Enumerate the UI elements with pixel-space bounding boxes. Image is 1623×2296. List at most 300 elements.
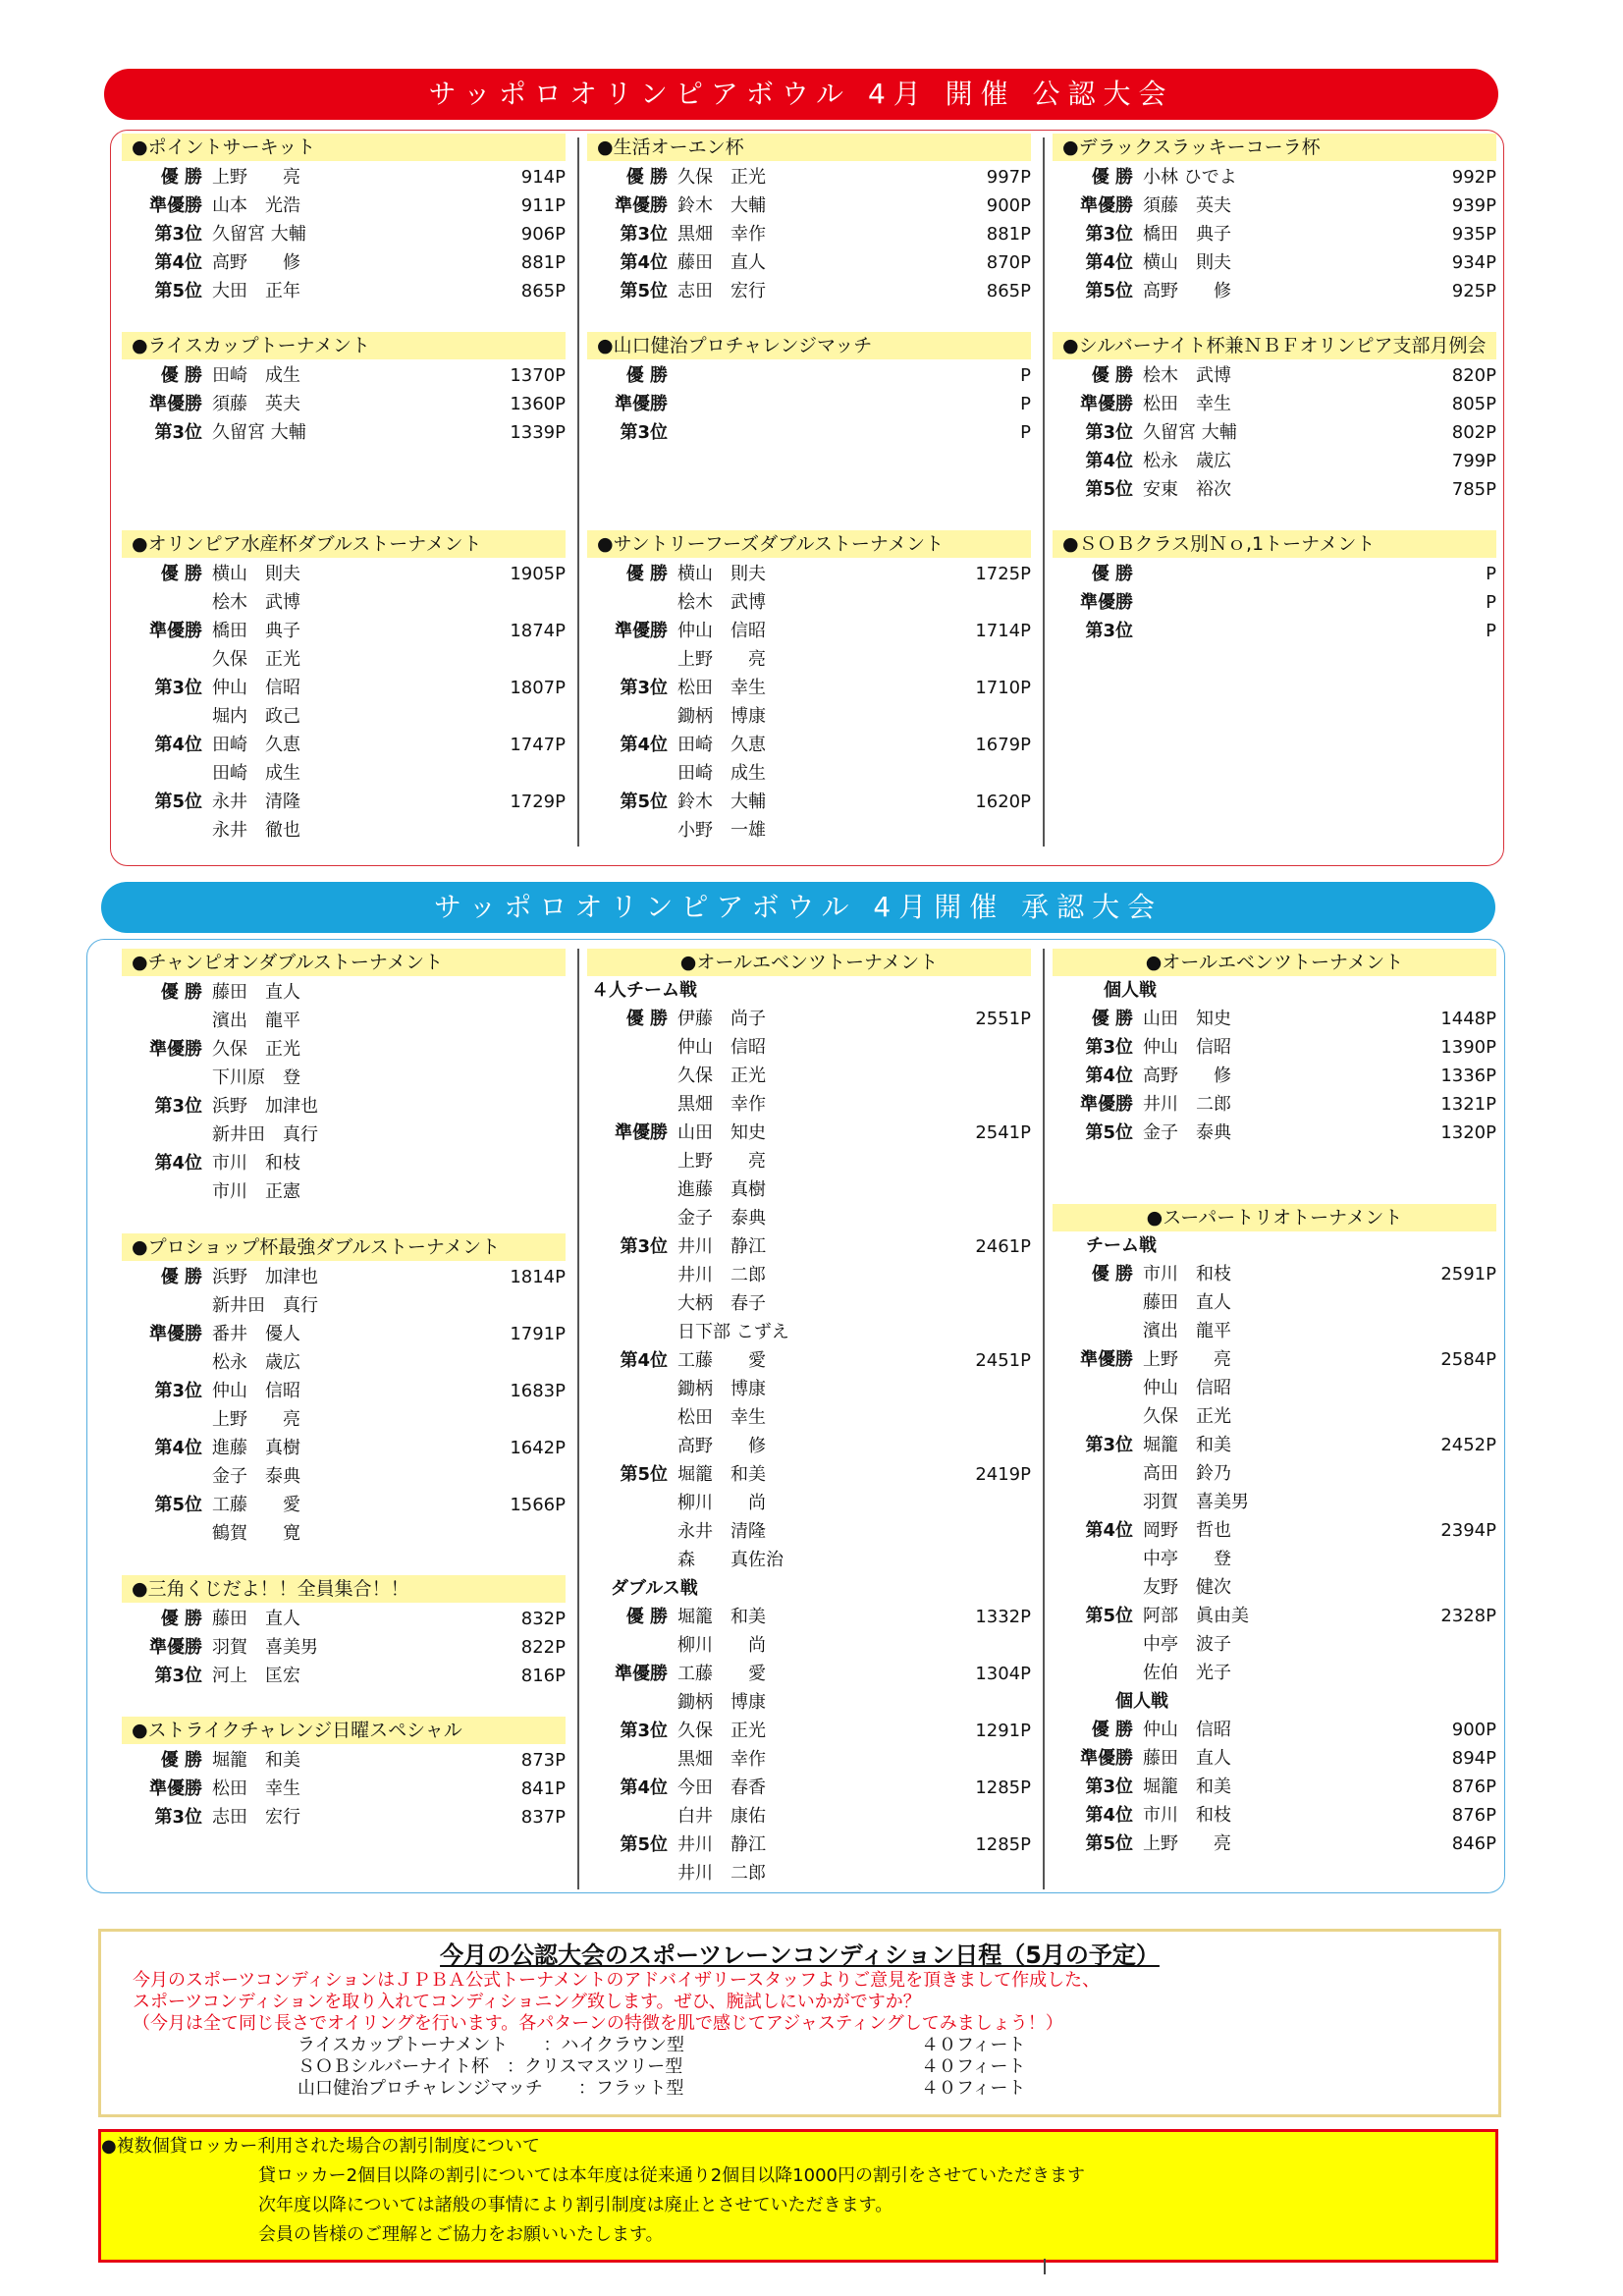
result-name: 上野 亮 — [1143, 1833, 1231, 1854]
result-rank: 第3位 — [154, 224, 202, 245]
section-title: ●サントリーフーズダブルストーナメント — [587, 530, 1031, 558]
tournament-section — [1053, 134, 1496, 305]
result-row — [587, 1489, 1031, 1517]
result-row — [1053, 447, 1496, 475]
result-rank: 優 勝 — [1091, 1720, 1133, 1740]
result-rank: 優 勝 — [1091, 365, 1133, 386]
result-name: 工藤 愛 — [677, 1350, 766, 1371]
result-name: 久保 正光 — [677, 167, 766, 188]
result-name: 新井田 真行 — [212, 1124, 318, 1145]
result-row — [587, 1688, 1031, 1717]
result-rank: 第4位 — [620, 1350, 668, 1371]
result-score: 837P — [520, 1807, 566, 1828]
result-rank: 準優勝 — [149, 1778, 202, 1799]
result-row — [122, 361, 566, 390]
result-row — [122, 1605, 566, 1633]
result-name: 仲山 信昭 — [212, 678, 300, 698]
result-rank: 準優勝 — [149, 394, 202, 414]
result-rank: 第3位 — [154, 1096, 202, 1117]
tournament-section — [122, 134, 566, 305]
result-row — [122, 1348, 566, 1377]
result-name: 田崎 成生 — [212, 365, 300, 386]
result-score: 1905P — [510, 564, 566, 584]
result-row — [587, 788, 1031, 816]
result-name: 市川 和枝 — [1143, 1264, 1231, 1285]
result-score: 1620P — [975, 792, 1031, 812]
section-title: ●シルバーナイト杯兼ＮＢＦオリンピア支部月例会 — [1053, 332, 1496, 359]
result-rank: 準優勝 — [1080, 592, 1133, 613]
tournament-section — [587, 530, 1031, 845]
result-score: 832P — [520, 1609, 566, 1629]
result-row — [1053, 1801, 1496, 1830]
result-row — [587, 1517, 1031, 1546]
result-row — [1053, 1773, 1496, 1801]
result-name: 下川原 登 — [212, 1067, 300, 1088]
result-score: 2451P — [975, 1350, 1031, 1371]
result-score: 2591P — [1440, 1264, 1496, 1285]
result-row — [587, 1802, 1031, 1831]
result-score: 1683P — [510, 1381, 566, 1401]
result-score: 1729P — [510, 792, 566, 812]
result-name: 堀籠 和美 — [1143, 1777, 1231, 1797]
result-row — [587, 1232, 1031, 1261]
result-rank: 第4位 — [620, 1777, 668, 1798]
result-name: 久留宮 大輔 — [1143, 422, 1237, 443]
result-rank: 第5位 — [154, 1495, 202, 1515]
result-name: 松田 幸生 — [212, 1778, 300, 1799]
result-score: 876P — [1451, 1777, 1496, 1797]
result-name: 仲山 信昭 — [1143, 1037, 1231, 1058]
condition-row — [101, 2056, 1498, 2078]
result-row — [587, 1090, 1031, 1119]
column-divider — [577, 137, 579, 847]
result-name: 堀籠 和美 — [677, 1464, 766, 1485]
result-row — [122, 277, 566, 305]
result-row — [1053, 1744, 1496, 1773]
result-name: 上野 亮 — [1143, 1349, 1231, 1370]
condition-name: ＳＯＢシルバーナイト杯 ：クリスマスツリー型 — [298, 2056, 683, 2077]
section-sublabel: ダブルス戦 — [611, 1578, 698, 1599]
result-score: 2328P — [1440, 1606, 1496, 1626]
tournament-section — [1053, 332, 1496, 504]
result-rank: 第5位 — [620, 1464, 668, 1485]
result-score: 1874P — [510, 621, 566, 641]
result-name: 久留宮 大輔 — [212, 422, 306, 443]
result-row — [587, 1204, 1031, 1232]
result-rank: 準優勝 — [149, 1039, 202, 1060]
condition-row — [101, 2035, 1498, 2056]
result-rank: 準優勝 — [1080, 1748, 1133, 1769]
section-title: ●プロショップ杯最強ダブルストーナメント — [122, 1233, 566, 1261]
result-row — [1053, 1402, 1496, 1431]
result-name: 金子 泰典 — [677, 1208, 766, 1229]
section-title: ●オリンピア水産杯ダブルストーナメント — [122, 530, 566, 558]
result-score: P — [1486, 564, 1496, 584]
koninn-banner: サッポロオリンピアボウル 4月 開催 公認大会 — [104, 69, 1498, 120]
result-row — [1053, 163, 1496, 191]
result-rank: 優 勝 — [160, 167, 202, 188]
result-name: 白井 康佑 — [677, 1806, 766, 1827]
result-row — [1053, 1119, 1496, 1147]
locker-title: ●複数個貸ロッカー利用された場合の割引制度について — [101, 2136, 540, 2157]
result-row — [587, 191, 1031, 220]
result-score: 1320P — [1440, 1122, 1496, 1143]
result-name: 中亭 波子 — [1143, 1634, 1231, 1655]
result-row — [587, 1375, 1031, 1403]
result-row — [1053, 588, 1496, 617]
result-rank: 第3位 — [154, 422, 202, 443]
result-row — [122, 1320, 566, 1348]
result-name: 志田 宏行 — [677, 281, 766, 301]
result-name: 堀籠 和美 — [677, 1607, 766, 1627]
result-score: 1807P — [510, 678, 566, 698]
result-rank: 第3位 — [1085, 621, 1133, 641]
result-row — [587, 1859, 1031, 1887]
result-rank: 優 勝 — [1091, 1009, 1133, 1029]
result-score: 1336P — [1440, 1066, 1496, 1086]
result-name: 松田 幸生 — [677, 1407, 766, 1428]
result-score: P — [1020, 422, 1031, 443]
result-rank: 第4位 — [1085, 1520, 1133, 1541]
result-row — [122, 788, 566, 816]
result-row — [587, 248, 1031, 277]
result-score: 865P — [520, 281, 566, 301]
result-row — [587, 759, 1031, 788]
section-title: ●生活オーエン杯 — [587, 134, 1031, 161]
result-name: 高田 鈴乃 — [1143, 1463, 1231, 1484]
result-row — [587, 588, 1031, 617]
result-name: 河上 匡宏 — [212, 1666, 300, 1686]
result-row — [587, 1403, 1031, 1432]
result-row — [1053, 1062, 1496, 1090]
result-row — [122, 1803, 566, 1831]
result-score: 1725P — [975, 564, 1031, 584]
result-row — [587, 1147, 1031, 1175]
result-row — [587, 1460, 1031, 1489]
result-row — [587, 1175, 1031, 1204]
result-row — [1053, 248, 1496, 277]
result-name: 濱出 龍平 — [1143, 1321, 1231, 1341]
result-row — [1053, 361, 1496, 390]
result-score: 1291P — [975, 1721, 1031, 1741]
result-rank: 第4位 — [154, 735, 202, 755]
section-title: ●ポイントサーキット — [122, 134, 566, 161]
result-row — [122, 1092, 566, 1121]
result-row — [122, 645, 566, 674]
result-score: 876P — [1451, 1805, 1496, 1826]
section-title: ●オールエベンツトーナメント — [587, 949, 1031, 976]
result-name: 羽賀 喜美男 — [1143, 1492, 1249, 1512]
result-rank: 優 勝 — [160, 982, 202, 1003]
result-score: 1566P — [510, 1495, 566, 1515]
result-rank: 第4位 — [1085, 1066, 1133, 1086]
result-row — [122, 702, 566, 731]
result-rank: 優 勝 — [625, 365, 668, 386]
result-score: P — [1486, 621, 1496, 641]
result-row — [587, 1346, 1031, 1375]
result-rank: 第3位 — [620, 422, 668, 443]
section-title: ●スーパートリオトーナメント — [1053, 1204, 1496, 1231]
result-name: 松田 幸生 — [1143, 394, 1231, 414]
result-rank: 第3位 — [154, 678, 202, 698]
result-name: 田崎 久恵 — [212, 735, 300, 755]
result-score: 2584P — [1440, 1349, 1496, 1370]
result-row — [122, 588, 566, 617]
result-rank: 準優勝 — [1080, 195, 1133, 216]
result-row — [122, 1405, 566, 1434]
result-row — [587, 674, 1031, 702]
result-name: 藤田 直人 — [212, 1609, 300, 1629]
result-rank: 準優勝 — [1080, 1094, 1133, 1115]
result-row — [122, 1775, 566, 1803]
result-rank: 第5位 — [1085, 281, 1133, 301]
result-row — [587, 1119, 1031, 1147]
result-name: 岡野 哲也 — [1143, 1520, 1231, 1541]
result-score: 2452P — [1440, 1435, 1496, 1455]
result-row — [1053, 1431, 1496, 1459]
result-row — [1053, 1602, 1496, 1630]
result-name: 井川 静江 — [677, 1236, 766, 1257]
result-row — [1053, 617, 1496, 645]
result-name: 堀籠 和美 — [1143, 1435, 1231, 1455]
result-score: 881P — [520, 252, 566, 273]
result-rank: 優 勝 — [160, 564, 202, 584]
result-score: 865P — [986, 281, 1031, 301]
result-name: 井川 二郎 — [1143, 1094, 1231, 1115]
result-name: 羽賀 喜美男 — [212, 1637, 318, 1658]
result-row — [1053, 1516, 1496, 1545]
result-name: 横山 則夫 — [1143, 252, 1231, 273]
result-rank: 第4位 — [154, 1438, 202, 1458]
result-row — [587, 1774, 1031, 1802]
result-score: 822P — [520, 1637, 566, 1658]
result-rank: 第3位 — [154, 1666, 202, 1686]
result-row — [122, 1035, 566, 1064]
result-row — [122, 248, 566, 277]
result-row — [587, 220, 1031, 248]
result-rank: 第3位 — [1085, 1777, 1133, 1797]
result-row — [122, 1491, 566, 1519]
result-row — [587, 702, 1031, 731]
result-score: 785P — [1451, 479, 1496, 500]
condition-text: 今月のスポーツコンディションはＪＰＢＡ公式トーナメントのアドバイザリースタッフよりご意見を頂きまして作成した、 — [133, 1970, 1101, 1991]
column-divider — [577, 949, 579, 1889]
divider-tick — [1044, 2259, 1046, 2274]
result-rank: 準優勝 — [615, 1122, 668, 1143]
result-name: 永井 清隆 — [677, 1521, 766, 1542]
result-name: 橋田 典子 — [212, 621, 300, 641]
result-rank: 第5位 — [1085, 1606, 1133, 1626]
result-row — [1053, 1488, 1496, 1516]
result-rank: 第4位 — [620, 252, 668, 273]
condition-length: ４０フィート — [921, 2035, 1026, 2055]
result-score: 2394P — [1440, 1520, 1496, 1541]
result-rank: 第4位 — [154, 252, 202, 273]
section-sublabel: チーム戦 — [1086, 1235, 1157, 1256]
result-row — [1053, 1545, 1496, 1573]
result-rank: 優 勝 — [625, 1607, 668, 1627]
result-score: 2461P — [975, 1236, 1031, 1257]
result-rank: 準優勝 — [149, 1324, 202, 1344]
result-rank: 準優勝 — [1080, 394, 1133, 414]
result-score: 906P — [520, 224, 566, 245]
result-score: 881P — [986, 224, 1031, 245]
result-name: 上野 亮 — [677, 1151, 766, 1172]
result-row — [587, 645, 1031, 674]
lane-condition-box — [98, 1929, 1501, 2117]
result-row — [1053, 1317, 1496, 1345]
result-name: 中亭 登 — [1143, 1549, 1231, 1569]
result-row — [1053, 390, 1496, 418]
result-name: 高野 修 — [677, 1436, 766, 1456]
result-row — [587, 1660, 1031, 1688]
result-score: 805P — [1451, 394, 1496, 414]
result-score: 900P — [1451, 1720, 1496, 1740]
result-row — [122, 1633, 566, 1662]
result-name: 鋤柄 博康 — [677, 1692, 766, 1713]
result-name: 仲山 信昭 — [1143, 1378, 1231, 1398]
result-name: 大田 正年 — [212, 281, 300, 301]
result-name: 新井田 真行 — [212, 1295, 318, 1316]
lane-condition-title: 今月の公認大会のスポーツレーンコンディション日程（5月の予定） — [440, 1941, 1160, 1969]
result-name: 鶴賀 寛 — [212, 1523, 300, 1544]
result-rank: 優 勝 — [1091, 167, 1133, 188]
result-score: 846P — [1451, 1833, 1496, 1854]
section-title: ●三角くじだよ！！全員集合！！ — [122, 1575, 566, 1603]
result-name: 上野 亮 — [212, 167, 300, 188]
result-row — [1053, 191, 1496, 220]
tournament-section — [587, 134, 1031, 305]
tournament-section — [122, 530, 566, 845]
result-name: 進藤 真樹 — [212, 1438, 300, 1458]
result-score: 1448P — [1440, 1009, 1496, 1029]
result-row — [122, 731, 566, 759]
result-rank: 優 勝 — [625, 167, 668, 188]
result-score: 2551P — [975, 1009, 1031, 1029]
result-name: 仲山 信昭 — [212, 1381, 300, 1401]
result-row — [587, 1603, 1031, 1631]
tournament-section — [122, 1717, 566, 1831]
result-name: 藤田 直人 — [1143, 1292, 1231, 1313]
result-row — [1053, 1090, 1496, 1119]
result-row — [122, 1177, 566, 1206]
result-name: 久留宮 大輔 — [212, 224, 306, 245]
result-score: 911P — [520, 195, 566, 216]
result-rank: 第3位 — [620, 224, 668, 245]
result-score: 870P — [986, 252, 1031, 273]
result-name: 佐伯 光子 — [1143, 1663, 1231, 1683]
result-rank: 第3位 — [1085, 224, 1133, 245]
result-row — [1053, 475, 1496, 504]
tournament-section — [122, 1575, 566, 1690]
result-row — [587, 1546, 1031, 1574]
result-row — [587, 816, 1031, 845]
condition-length: ４０フィート — [921, 2078, 1026, 2099]
result-name: 市川 和枝 — [212, 1153, 300, 1174]
result-name: 浜野 加津也 — [212, 1267, 318, 1287]
result-name: 濱出 龍平 — [212, 1011, 300, 1031]
result-score: 1814P — [510, 1267, 566, 1287]
result-name: 山田 知史 — [1143, 1009, 1231, 1029]
result-rank: 第3位 — [620, 1721, 668, 1741]
result-name: 小野 一雄 — [677, 820, 766, 841]
result-rank: 優 勝 — [625, 1009, 668, 1029]
result-name: 永井 清隆 — [212, 792, 300, 812]
section-title: ●オールエベンツトーナメント — [1053, 949, 1496, 976]
result-row — [122, 220, 566, 248]
result-name: 柳川 尚 — [677, 1493, 766, 1513]
result-score: 1339P — [510, 422, 566, 443]
result-row — [122, 1377, 566, 1405]
column-divider — [1043, 949, 1045, 1889]
result-name: 市川 和枝 — [1143, 1805, 1231, 1826]
result-name: 阿部 眞由美 — [1143, 1606, 1249, 1626]
result-score: 1332P — [975, 1607, 1031, 1627]
result-score: 935P — [1451, 224, 1496, 245]
result-score: 816P — [520, 1666, 566, 1686]
result-score: 2419P — [975, 1464, 1031, 1485]
result-name: 井川 二郎 — [677, 1863, 766, 1884]
result-row — [1053, 1345, 1496, 1374]
result-row — [587, 1033, 1031, 1062]
result-row — [122, 1149, 566, 1177]
result-name: 田崎 成生 — [677, 763, 766, 784]
result-name: 井川 二郎 — [677, 1265, 766, 1285]
result-name: 鈴木 大輔 — [677, 195, 766, 216]
result-row — [122, 1291, 566, 1320]
result-name: 桧木 武博 — [1143, 365, 1231, 386]
section-title: ●ライスカップトーナメント — [122, 332, 566, 359]
result-name: 井川 静江 — [677, 1834, 766, 1855]
result-rank: 第5位 — [154, 281, 202, 301]
result-score: 1642P — [510, 1438, 566, 1458]
result-rank: 第5位 — [154, 792, 202, 812]
result-score: 1304P — [975, 1664, 1031, 1684]
result-score: 1679P — [975, 735, 1031, 755]
result-name: 黒畑 幸作 — [677, 1094, 766, 1115]
result-score: 1714P — [975, 621, 1031, 641]
result-name: 上野 亮 — [212, 1409, 300, 1430]
result-row — [1053, 560, 1496, 588]
result-rank: 第5位 — [620, 792, 668, 812]
section-sublabel: 個人戦 — [1104, 980, 1157, 1001]
result-score: 900P — [986, 195, 1031, 216]
result-row — [122, 1662, 566, 1690]
result-score: 925P — [1451, 281, 1496, 301]
result-rank: 準優勝 — [615, 394, 668, 414]
result-row — [122, 759, 566, 788]
result-score: 1791P — [510, 1324, 566, 1344]
result-score: 997P — [986, 167, 1031, 188]
result-score: 1360P — [510, 394, 566, 414]
result-row — [587, 418, 1031, 447]
section-title: ●ストライクチャレンジ日曜スペシャル — [122, 1717, 566, 1744]
tournament-section — [1053, 530, 1496, 645]
result-name: 横山 則夫 — [212, 564, 300, 584]
result-name: 橋田 典子 — [1143, 224, 1231, 245]
result-score: 841P — [520, 1778, 566, 1799]
result-name: 桧木 武博 — [677, 592, 766, 613]
result-rank: 優 勝 — [160, 365, 202, 386]
result-score: 820P — [1451, 365, 1496, 386]
result-name: 市川 正憲 — [212, 1181, 300, 1202]
result-name: 浜野 加津也 — [212, 1096, 318, 1117]
result-rank: 優 勝 — [160, 1267, 202, 1287]
result-score: 1285P — [975, 1834, 1031, 1855]
result-name: 高野 修 — [1143, 281, 1231, 301]
result-row — [1053, 1830, 1496, 1858]
column-divider — [1043, 137, 1045, 847]
